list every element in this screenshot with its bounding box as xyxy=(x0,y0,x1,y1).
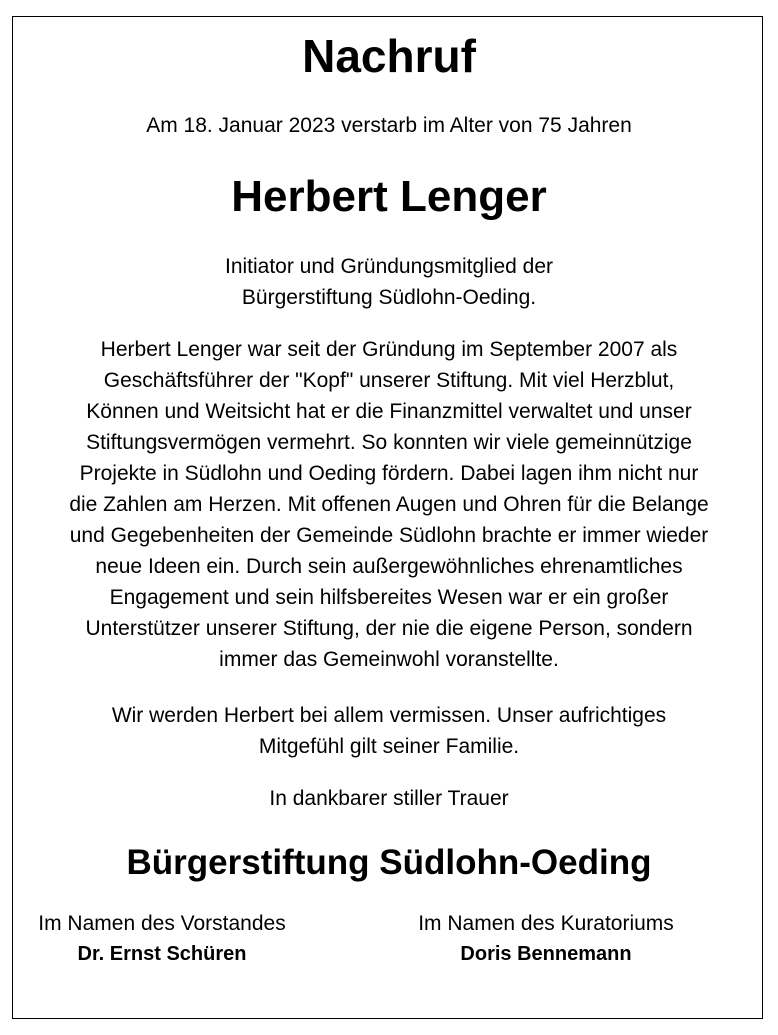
tribute-line: Herbert Lenger war seit der Gründung im September 2007 als xyxy=(100,338,678,361)
tribute-line: immer das Gemeinwohl voranstellte. xyxy=(219,648,559,671)
signature-curatorium xyxy=(398,908,694,970)
signature-label: Im Namen des Vorstandes xyxy=(38,912,286,935)
organization-name: Bürgerstiftung Südlohn-Oeding xyxy=(126,843,652,882)
tribute-line: Können und Weitsicht hat er die Finanzmittel verwaltet und unser xyxy=(86,400,692,423)
notice-title: Nachruf xyxy=(302,30,476,82)
signature-label: Im Namen des Kuratoriums xyxy=(418,912,674,935)
closing-line: Mitgefühl gilt seiner Familie. xyxy=(258,735,520,758)
tribute-line: Projekte in Südlohn und Oeding fördern. Dabei lagen ihm nicht nur xyxy=(79,462,699,485)
tribute-line: Engagement und sein hilfsbereites Wesen war er ein großer xyxy=(109,586,669,609)
intro-text: Am 18. Januar 2023 verstarb im Alter von 75 Jahren xyxy=(146,114,632,137)
tribute-line: die Zahlen am Herzen. Mit offenen Augen und Ohren für die Belange xyxy=(69,493,709,516)
tribute-paragraph xyxy=(0,334,778,675)
signature-person: Dr. Ernst Schüren xyxy=(77,943,247,965)
tribute-line: Stiftungsvermögen vermehrt. So konnten wir viele gemeinnützige xyxy=(86,431,692,454)
deceased-name: Herbert Lenger xyxy=(231,172,547,221)
signature-board xyxy=(22,908,302,970)
tribute-line: Geschäftsführer der "Kopf" unserer Stiftung. Mit viel Herzblut, xyxy=(103,369,675,392)
role-description xyxy=(0,251,778,313)
mourning-line: In dankbarer stiller Trauer xyxy=(269,787,509,810)
closing-paragraph xyxy=(0,700,778,762)
signature-person: Doris Bennemann xyxy=(460,943,632,965)
closing-line: Wir werden Herbert bei allem vermissen. Unser aufrichtiges xyxy=(111,704,667,727)
role-line: Bürgerstiftung Südlohn-Oeding. xyxy=(241,286,537,309)
tribute-line: neue Ideen ein. Durch sein außergewöhnliches ehrenamtliches xyxy=(95,555,683,578)
tribute-line: und Gegebenheiten der Gemeinde Südlohn brachte er immer wieder xyxy=(69,524,709,547)
role-line: Initiator und Gründungsmitglied der xyxy=(224,255,554,278)
tribute-line: Unterstützer unserer Stiftung, der nie die eigene Person, sondern xyxy=(85,617,693,640)
